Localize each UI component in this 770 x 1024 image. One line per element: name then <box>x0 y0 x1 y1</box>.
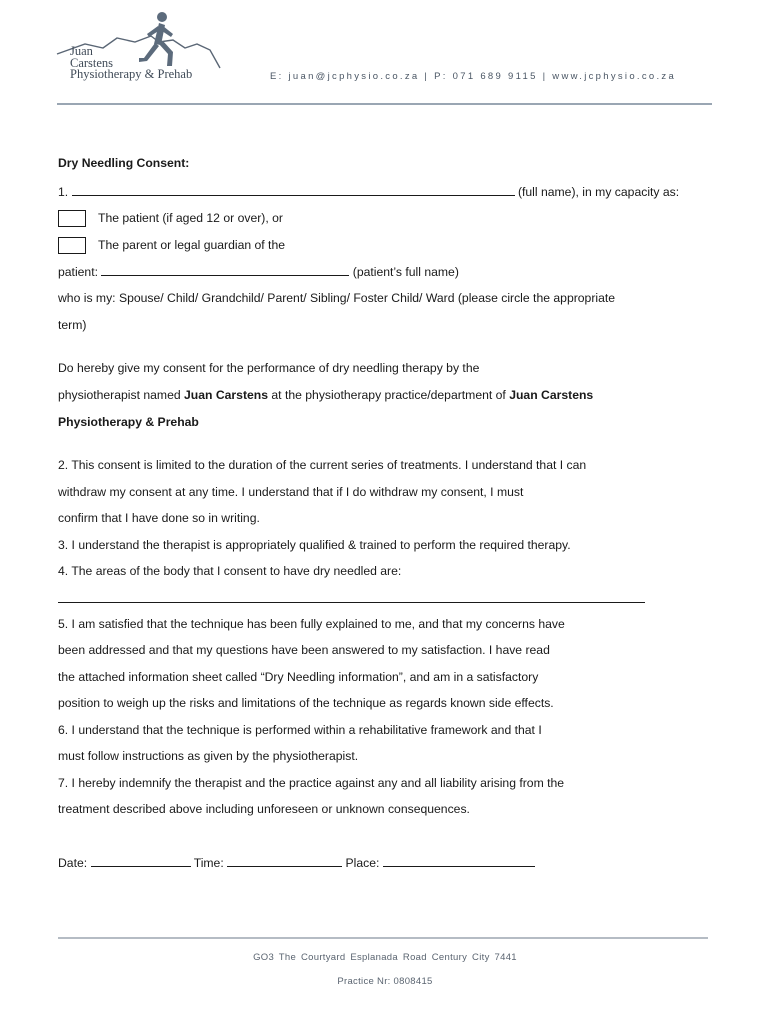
logo-wordmark <box>70 46 192 81</box>
consent-text: physiotherapist named <box>58 388 185 402</box>
clause-5-line-4: position to weigh up the risks and limitations of the technique as regards known side effects. <box>58 696 554 710</box>
therapist-name: Juan Carstens <box>184 388 269 402</box>
clause-2-line-2: withdraw my consent at any time. I understand that if I do withdraw my consent, I must <box>58 485 524 499</box>
clause-6-line-2: must follow instructions as given by the physiotherapist. <box>58 749 359 763</box>
clause-2-line-1: 2. This consent is limited to the duration of the current series of treatments. I understand that I can <box>58 458 587 472</box>
option-patient-label: The patient (if aged 12 or over), or <box>98 211 283 225</box>
consent-line-1: Do hereby give my consent for the performance of dry needling therapy by the <box>58 361 480 375</box>
logo-line-2: Carstens <box>70 55 114 70</box>
practice-name-part-2: Physiotherapy & Prehab <box>58 415 199 429</box>
guardian-checkbox[interactable] <box>58 237 86 254</box>
clause-7-line-2: treatment described above including unforeseen or unknown consequences. <box>58 802 470 816</box>
option-guardian-label: The parent or legal guardian of the <box>98 238 286 252</box>
header-divider <box>57 103 712 105</box>
consent-line-2 <box>58 388 593 402</box>
relation-line-cont: term) <box>58 318 87 332</box>
date-label: Date: <box>58 856 88 870</box>
time-field[interactable] <box>227 855 342 867</box>
clause-6-line-1: 6. I understand that the technique is performed within a rehabilitative framework and that I <box>58 723 542 737</box>
patient-name-row <box>58 264 459 279</box>
patient-checkbox[interactable] <box>58 210 86 227</box>
time-label: Time: <box>193 856 224 870</box>
body-areas-field[interactable] <box>58 602 645 603</box>
patient-name-field[interactable] <box>101 264 349 276</box>
patient-name-suffix: (patient’s full name) <box>352 265 459 279</box>
clause-5-line-3: the attached information sheet called “Dry Needling information”, and am in a satisfactory <box>58 670 539 684</box>
consent-text-b: at the physiotherapy practice/department of <box>268 388 510 402</box>
logo-line-1: Juan <box>70 44 93 58</box>
page-header <box>0 0 770 110</box>
full-name-field[interactable] <box>72 184 515 196</box>
place-label: Place: <box>345 856 380 870</box>
form-title: Dry Needling Consent: <box>58 156 190 170</box>
clause-5-line-2: been addressed and that my questions have been answered to my satisfaction. I have read <box>58 643 550 657</box>
contact-info: E: juan@jcphysio.co.za | P: 071 689 9115 | www.jcphysio.co.za <box>270 71 677 82</box>
practice-number: Practice Nr: 0808415 <box>337 976 433 987</box>
clause-5-line-1: 5. I am satisfied that the technique has been fully explained to me, and that my concerns have <box>58 617 565 631</box>
logo-line-3: Physiotherapy & Prehab <box>70 67 193 81</box>
clause-2-line-3: confirm that I have done so in writing. <box>58 511 260 525</box>
practice-name-part-1: Juan Carstens <box>509 388 594 402</box>
clause-3: 3. I understand the therapist is appropriately qualified & trained to perform the required therapy. <box>58 538 571 552</box>
date-field[interactable] <box>91 855 191 867</box>
practice-logo <box>55 8 225 88</box>
clause-4: 4. The areas of the body that I consent to have dry needled are: <box>58 564 402 578</box>
place-field[interactable] <box>383 855 535 867</box>
full-name-suffix: (full name), in my capacity as: <box>517 185 680 199</box>
practice-address: GO3 The Courtyard Esplanada Road Century City 7441 <box>253 952 517 963</box>
full-name-row <box>58 184 679 199</box>
patient-label: patient: <box>58 265 98 279</box>
relation-line: who is my: Spouse/ Child/ Grandchild/ Parent/ Sibling/ Foster Child/ Ward (please circle the appropriate <box>58 291 616 305</box>
item-number: 1. <box>58 185 69 199</box>
signature-row <box>58 855 535 870</box>
footer-divider <box>58 937 708 939</box>
clause-7-line-1: 7. I hereby indemnify the therapist and the practice against any and all liability arising from the <box>58 776 565 790</box>
